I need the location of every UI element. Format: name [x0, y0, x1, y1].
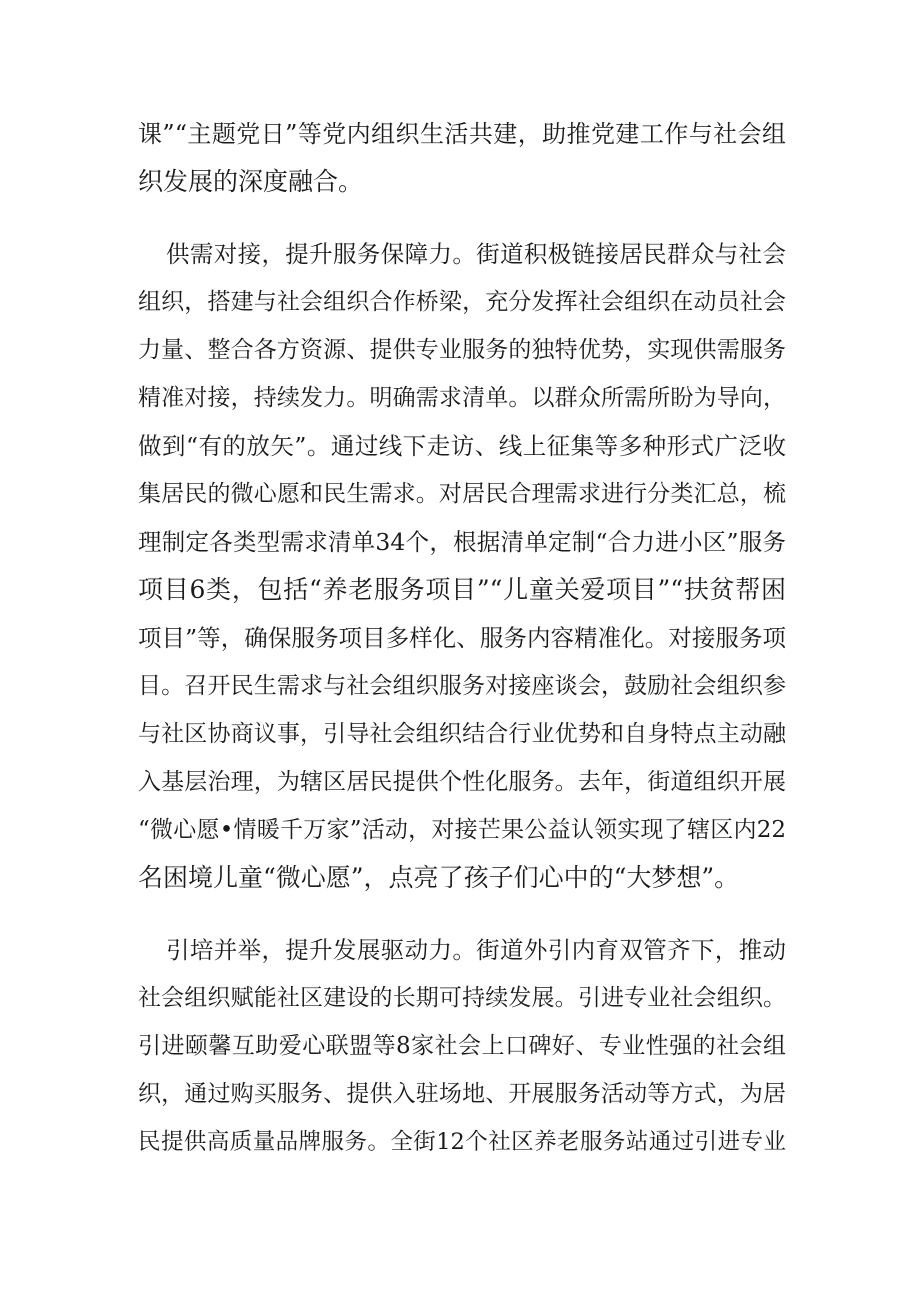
paragraph-2-line-4: 精准对接，持续发力。明确需求清单。以群众所需所盼为导向， [138, 385, 786, 411]
paragraph-3-line-1: 引培并举，提升发展驱动力。街道外引内育双管齐下，推动 [166, 936, 786, 964]
paragraph-3-line-4: 织，通过购买服务、提供入驻场地、开展服务活动等方式，为居 [138, 1081, 786, 1107]
paragraph-2-line-3: 力量、整合各方资源、提供专业服务的独特优势，实现供需服务 [138, 337, 786, 363]
paragraph-2-line-11: 与社区协商议事，引导社会组织结合行业优势和自身特点主动融 [138, 721, 786, 747]
paragraph-1-line-1: 课”“主题党日”等党内组织生活共建，助推党建工作与社会组 [138, 120, 786, 148]
paragraph-2-line-14: 名困境儿童“微心愿”，点亮了孩子们心中的“大梦想”。 [138, 863, 740, 892]
paragraph-2-line-9: 项目”等，确保服务项目多样化、服务内容精准化。对接服务项 [138, 624, 786, 652]
paragraph-2-line-13: “微心愿•情暖千万家”活动，对接芒果公益认领实现了辖区内22 [138, 817, 786, 843]
paragraph-2-line-8: 项目6类，包括“养老服务项目”“儿童关爱项目”“扶贫帮困 [138, 575, 786, 604]
paragraph-3-line-2: 社会组织赋能社区建设的长期可持续发展。引进专业社会组织。 [138, 985, 786, 1011]
paragraph-2-line-7: 理制定各类型需求清单34个，根据清单定制“合力进小区”服务 [138, 528, 786, 556]
paragraph-1-line-2: 织发展的深度融合。 [138, 167, 364, 196]
paragraph-3-line-3: 引进颐馨互助爱心联盟等8家社会上口碑好、专业性强的社会组 [138, 1033, 786, 1059]
paragraph-2-line-12: 入基层治理，为辖区居民提供个性化服务。去年，街道组织开展 [138, 769, 786, 795]
paragraph-2-line-5: 做到“有的放矢”。通过线下走访、线上征集等多种形式广泛收 [138, 432, 786, 460]
paragraph-2-line-10: 目。召开民生需求与社会组织服务对接座谈会，鼓励社会组织参 [138, 673, 786, 699]
paragraph-2-line-6: 集居民的微心愿和民生需求。对居民合理需求进行分类汇总，梳 [138, 481, 786, 507]
paragraph-2-line-2: 组织，搭建与社会组织合作桥梁，充分发挥社会组织在动员社会 [138, 289, 786, 315]
paragraph-3-line-5: 民提供高质量品牌服务。全街12个社区养老服务站通过引进专业 [138, 1129, 786, 1155]
paragraph-2-line-1: 供需对接，提升服务保障力。街道积极链接居民群众与社会 [166, 240, 786, 268]
